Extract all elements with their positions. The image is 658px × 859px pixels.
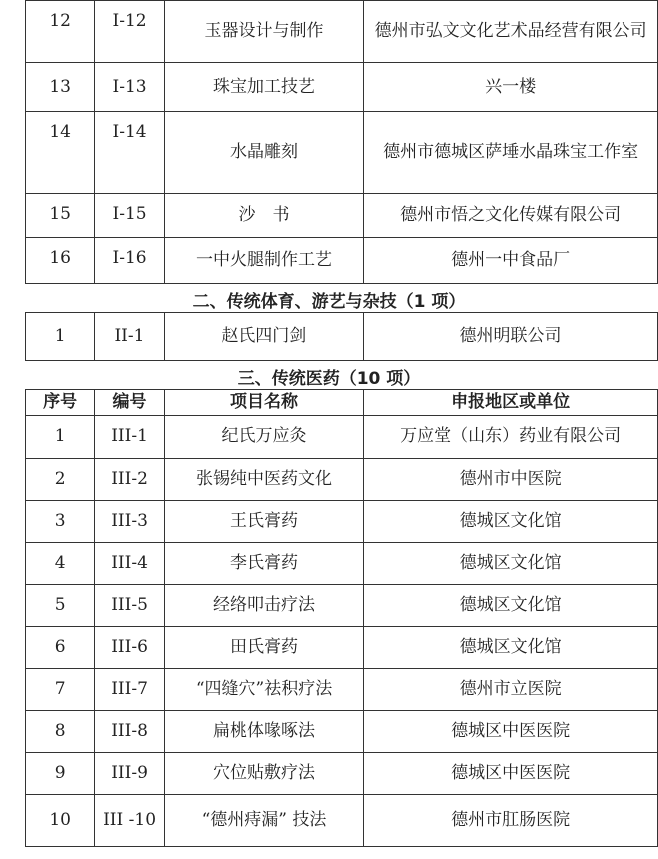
header-no: 序号 (26, 390, 95, 416)
table-row (26, 752, 658, 794)
cell-name: 田氏膏药 (164, 626, 363, 668)
cell-code: I-14 (95, 112, 164, 194)
cell-name: 玉器设计与制作 (164, 1, 364, 63)
cell-no: 13 (26, 63, 95, 112)
cell-code: III-7 (95, 668, 164, 710)
cell-code: III-9 (95, 752, 164, 794)
table-row (26, 500, 658, 542)
table-row (26, 63, 658, 112)
table-row (26, 238, 658, 284)
cell-no: 14 (26, 112, 95, 194)
cell-no: 10 (26, 794, 95, 846)
cell-no: 12 (26, 1, 95, 63)
cell-unit: 德城区文化馆 (364, 584, 658, 626)
cell-no: 5 (26, 584, 95, 626)
cell-unit: 德州市弘文文化艺术品经营有限公司 (364, 1, 658, 63)
cell-unit: 德州市德城区萨埵水晶珠宝工作室 (364, 112, 658, 194)
cell-code: III-5 (95, 584, 164, 626)
table-row (26, 584, 658, 626)
cell-code: III -10 (95, 794, 164, 846)
cell-code: I-15 (95, 194, 164, 238)
cell-no: 1 (26, 313, 95, 361)
cell-name: 纪氏万应灸 (164, 415, 363, 458)
cell-unit: 德城区文化馆 (364, 626, 658, 668)
cell-code: III-3 (95, 500, 164, 542)
cell-name: 经络叩击疗法 (164, 584, 363, 626)
table-section1-continued (25, 0, 658, 284)
cell-no: 6 (26, 626, 95, 668)
table-row (26, 313, 658, 361)
cell-no: 3 (26, 500, 95, 542)
table-section3 (25, 389, 658, 847)
cell-name: 穴位贴敷疗法 (164, 752, 363, 794)
cell-unit: 德州明联公司 (364, 313, 658, 361)
cell-name: 李氏膏药 (164, 542, 363, 584)
header-code: 编号 (95, 390, 164, 416)
cell-no: 7 (26, 668, 95, 710)
cell-code: I-16 (95, 238, 164, 284)
cell-unit: 德城区中医医院 (364, 752, 658, 794)
table-header-row (26, 390, 658, 416)
table-row (26, 794, 658, 846)
cell-unit: 德城区文化馆 (364, 500, 658, 542)
cell-code: III-1 (95, 415, 164, 458)
section-title-3: 三、传统医药（10 项） (237, 369, 421, 389)
cell-name: 沙 书 (164, 194, 364, 238)
cell-code: III-2 (95, 458, 164, 500)
header-name: 项目名称 (164, 390, 363, 416)
table-row (26, 458, 658, 500)
cell-no: 1 (26, 415, 95, 458)
cell-no: 2 (26, 458, 95, 500)
cell-name: 赵氏四门剑 (164, 313, 363, 361)
cell-unit: 德州市悟之文化传媒有限公司 (364, 194, 658, 238)
header-unit: 申报地区或单位 (364, 390, 658, 416)
cell-code: II-1 (95, 313, 164, 361)
cell-unit: 兴一楼 (364, 63, 658, 112)
cell-name: 珠宝加工技艺 (164, 63, 364, 112)
table-row (26, 668, 658, 710)
cell-unit: 万应堂（山东）药业有限公司 (364, 415, 658, 458)
cell-name: 一中火腿制作工艺 (164, 238, 364, 284)
cell-code: III-4 (95, 542, 164, 584)
cell-no: 4 (26, 542, 95, 584)
table-row (26, 626, 658, 668)
cell-no: 9 (26, 752, 95, 794)
cell-name: 水晶雕刻 (164, 112, 364, 194)
cell-name: 张锡纯中医药文化 (164, 458, 363, 500)
table-row (26, 710, 658, 752)
cell-unit: 德州市中医院 (364, 458, 658, 500)
cell-no: 8 (26, 710, 95, 752)
cell-code: I-12 (95, 1, 164, 63)
table-section2 (25, 312, 658, 361)
cell-name: “德州痔漏” 技法 (164, 794, 363, 846)
cell-unit: 德城区中医医院 (364, 710, 658, 752)
cell-name: “四缝穴”祛积疗法 (164, 668, 363, 710)
table-row (26, 194, 658, 238)
cell-no: 16 (26, 238, 95, 284)
cell-unit: 德州市肛肠医院 (364, 794, 658, 846)
cell-no: 15 (26, 194, 95, 238)
table-row (26, 415, 658, 458)
table-row (26, 542, 658, 584)
cell-unit: 德州一中食品厂 (364, 238, 658, 284)
cell-name: 王氏膏药 (164, 500, 363, 542)
cell-name: 扁桃体喙啄法 (164, 710, 363, 752)
section-title-2: 二、传统体育、游艺与杂技（1 项） (192, 292, 466, 312)
table-row (26, 112, 658, 194)
cell-code: III-8 (95, 710, 164, 752)
cell-unit: 德城区文化馆 (364, 542, 658, 584)
table-row (26, 1, 658, 63)
cell-unit: 德州市立医院 (364, 668, 658, 710)
cell-code: I-13 (95, 63, 164, 112)
cell-code: III-6 (95, 626, 164, 668)
